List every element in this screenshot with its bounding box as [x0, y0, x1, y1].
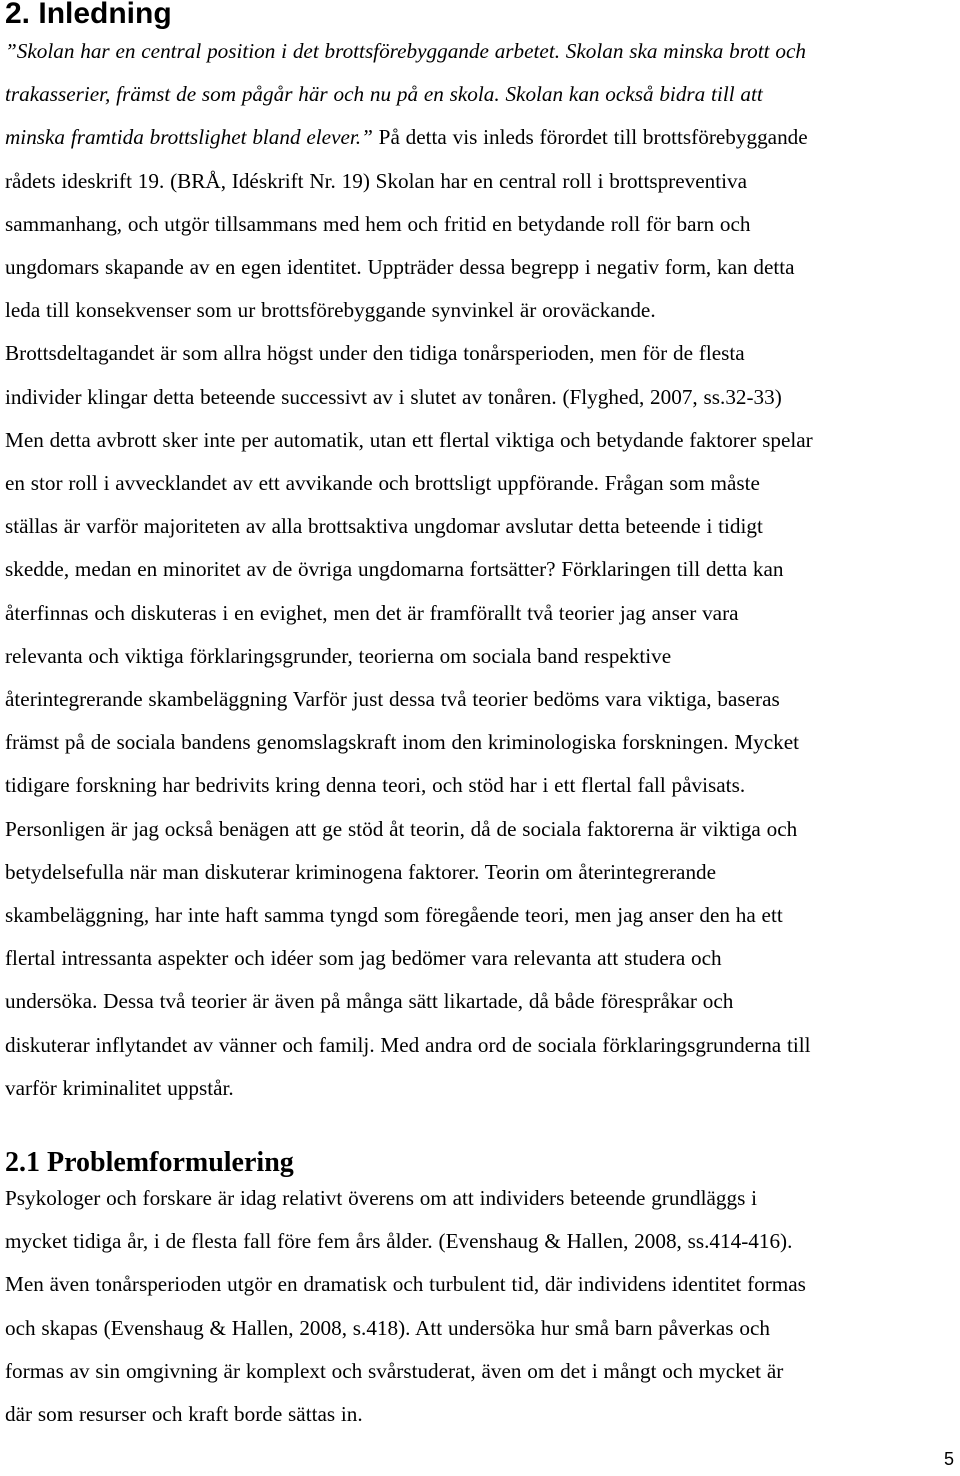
- text-line: [5, 332, 955, 375]
- text-line: [5, 851, 955, 894]
- text-line: [5, 635, 955, 678]
- paragraph-inledning: [5, 30, 955, 1110]
- body-text: främst på de sociala bandens genomslagskraft inom den kriminologiska forskningen. Mycket: [5, 730, 800, 755]
- body-text: leda till konsekvenser som ur brottsförebyggande synvinkel är oroväckande.: [5, 298, 656, 323]
- text-line: [5, 1067, 955, 1110]
- section-heading-inledning: 2. Inledning: [5, 0, 172, 30]
- text-line: [5, 894, 955, 937]
- text-line: och skapas (Evenshaug & Hallen, 2008, s.418). Att undersöka hur små barn påverkas och: [5, 1315, 770, 1340]
- body-text: flertal intressanta aspekter och idéer som jag bedömer vara relevanta att studera och: [5, 946, 722, 971]
- body-text: undersöka. Dessa två teorier är även på många sätt likartade, då både förespråkar och: [5, 989, 734, 1014]
- body-text: sammanhang, och utgör tillsammans med hem och fritid en betydande roll för barn och: [5, 211, 751, 236]
- text-line: [5, 1024, 955, 1067]
- quote-text: minska framtida brottslighet bland elever.”: [5, 125, 373, 150]
- body-text: ställas är varför majoriteten av alla brottsaktiva ungdomar avslutar detta beteende i tidigt: [5, 514, 763, 539]
- text-line: Psykologer och forskare är idag relativt överens om att individers beteende grundläggs i: [5, 1186, 758, 1210]
- body-text: individer klingar detta beteende successivt av i slutet av tonåren. (Flyghed, 2007, ss.32-33): [5, 384, 782, 409]
- body-text: ungdomars skapande av en egen identitet. Uppträder dessa begrepp i negativ form, kan detta: [5, 255, 795, 280]
- quote-text: ”Skolan har en central position i det brottsförebyggande arbetet. Skolan ska minska brott och: [5, 39, 806, 63]
- text-line: [5, 980, 955, 1023]
- text-line: [5, 592, 955, 635]
- body-text: diskuterar inflytandet av vänner och familj. Med andra ord de sociala förklaringsgrunderna till: [5, 1032, 811, 1057]
- body-text: skambeläggning, har inte haft samma tyngd som föregående teori, men jag anser den ha ett: [5, 903, 783, 928]
- text-line: [5, 721, 955, 764]
- text-line: formas av sin omgivning är komplext och svårstuderat, även om det i mångt och mycket är: [5, 1358, 784, 1383]
- text-line: [5, 246, 955, 289]
- text-line: [5, 203, 955, 246]
- text-line: [5, 289, 955, 332]
- text-line: [5, 764, 955, 807]
- body-text: relevanta och viktiga förklaringsgrunder, teorierna om sociala band respektive: [5, 643, 672, 668]
- text-line: [5, 116, 955, 159]
- text-line: [5, 376, 955, 419]
- section-heading-problemformulering: 2.1 Problemformulering: [5, 1147, 294, 1178]
- text-line: mycket tidiga år, i de flesta fall före fem års ålder. (Evenshaug & Hallen, 2008, ss.414-416).: [5, 1229, 793, 1254]
- page-number: 5: [943, 1449, 954, 1469]
- body-text: Brottsdeltagandet är som allra högst under den tidiga tonårsperioden, men för de flesta: [5, 341, 745, 366]
- body-text: skedde, medan en minoritet av de övriga ungdomarna fortsätter? Förklaringen till detta kan: [5, 557, 784, 582]
- text-line: [5, 462, 955, 505]
- paragraph-problemformulering: [5, 1177, 955, 1436]
- text-line: [5, 808, 955, 851]
- text-line: [5, 937, 955, 980]
- quote-text: trakasserier, främst de som pågår här och nu på en skola. Skolan kan också bidra till att: [5, 82, 763, 107]
- body-text: Personligen är jag också benägen att ge stöd åt teorin, då de sociala faktorerna är viktiga och: [5, 816, 798, 841]
- text-line: [5, 30, 955, 73]
- text-line: [5, 505, 955, 548]
- body-text: På detta vis inleds förordet till brottsförebyggande: [372, 125, 808, 150]
- text-line: [5, 419, 955, 462]
- text-line: där som resurser och kraft borde sättas in.: [5, 1402, 363, 1427]
- body-text: återfinnas och diskuteras i en evighet, men det är framförallt två teorier jag anser vara: [5, 600, 739, 625]
- body-text: en stor roll i avvecklandet av ett avvikande och brottsligt uppförande. Frågan som måste: [5, 471, 760, 496]
- body-text: Men detta avbrott sker inte per automatik, utan ett flertal viktiga och betydande faktorer spelar: [5, 427, 813, 452]
- body-text: rådets ideskrift 19. (BRÅ, Idéskrift Nr. 19) Skolan har en central roll i brottspreventiva: [5, 168, 747, 193]
- body-text: tidigare forskning har bedrivits kring denna teori, och stöd har i ett flertal fall påvisats.: [5, 773, 746, 798]
- body-text: återintegrerande skambeläggning Varför just dessa två teorier bedöms vara viktiga, baseras: [5, 687, 780, 712]
- text-line: [5, 548, 955, 591]
- body-text: betydelsefulla när man diskuterar kriminogena faktorer. Teorin om återintegrerande: [5, 859, 717, 884]
- text-line: Men även tonårsperioden utgör en dramatisk och turbulent tid, där individens identitet formas: [5, 1272, 806, 1297]
- text-line: [5, 160, 955, 203]
- text-line: [5, 678, 955, 721]
- text-line: [5, 73, 955, 116]
- body-text: varför kriminalitet uppstår.: [5, 1075, 234, 1100]
